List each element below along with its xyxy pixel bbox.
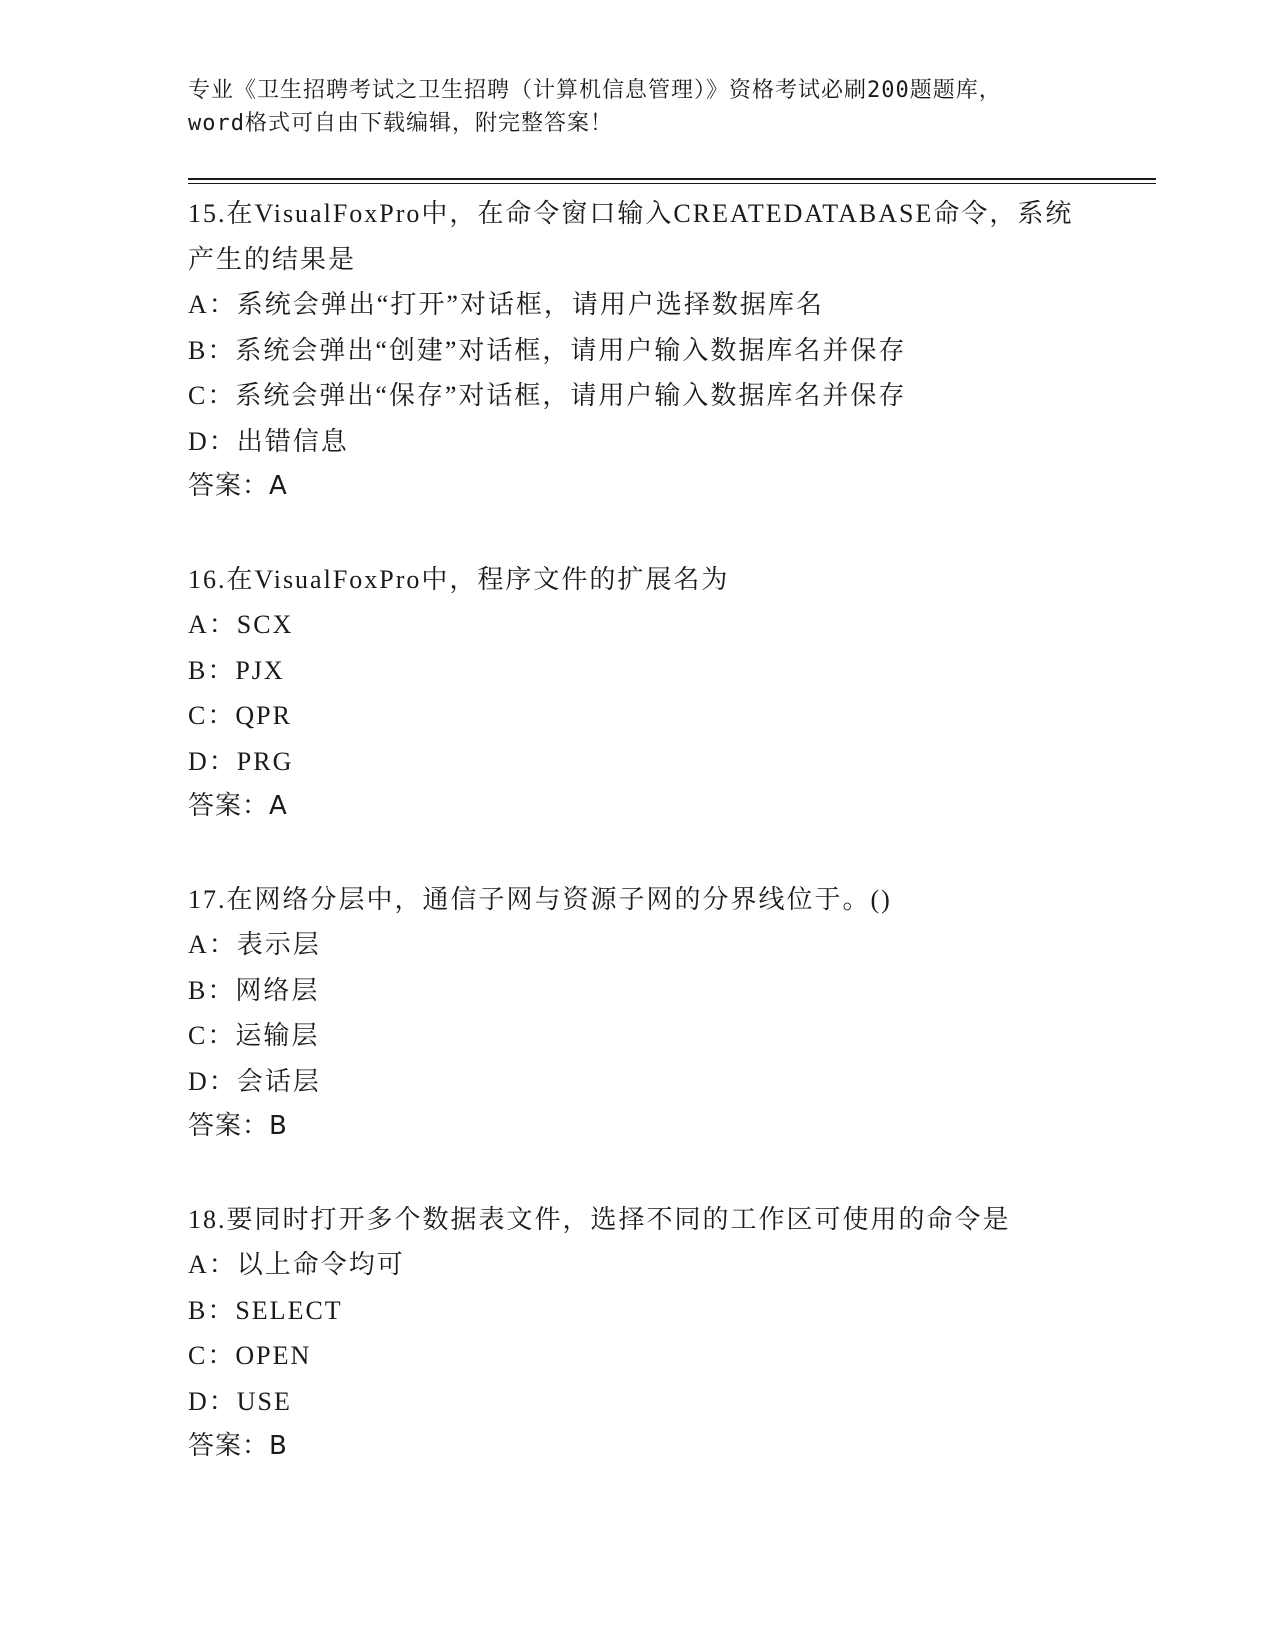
question-stem: 15.在VisualFoxPro中，在命令窗口输入CREATEDATABASE命令，系统: [188, 199, 1074, 228]
option-a: A：SCX: [188, 610, 294, 639]
question-stem: 产生的结果是: [188, 244, 357, 274]
option-d: D：PRG: [188, 746, 294, 776]
question-15: [188, 191, 1088, 510]
answer: 答案：A: [188, 471, 288, 501]
answer: 答案：A: [188, 791, 288, 821]
option-b: B：PJX: [188, 655, 285, 685]
document-header: [188, 74, 1088, 140]
question-stem: 17.在网络分层中，通信子网与资源子网的分界线位于。(): [188, 884, 892, 914]
option-b: B：系统会弹出“创建”对话框，请用户输入数据库名并保存: [188, 335, 907, 365]
question-18: [188, 1197, 1088, 1470]
option-c: C：运输层: [188, 1021, 320, 1050]
question-stem: 16.在VisualFoxPro中，程序文件的扩展名为: [188, 564, 730, 594]
option-a: A：以上命令均可: [188, 1250, 405, 1279]
header-divider-thick: [188, 178, 1156, 180]
option-a: A：表示层: [188, 930, 321, 959]
question-stem: 18.要同时打开多个数据表文件，选择不同的工作区可使用的命令是: [188, 1204, 1011, 1234]
option-d: D：USE: [188, 1386, 292, 1416]
question-17: [188, 877, 1088, 1150]
option-d: D：会话层: [188, 1066, 321, 1096]
header-line-1: 专业《卫生招聘考试之卫生招聘（计算机信息管理）》资格考试必刷200题题库，: [188, 78, 1002, 103]
option-a: A：系统会弹出“打开”对话框，请用户选择数据库名: [188, 290, 824, 319]
header-divider-thin: [188, 183, 1156, 184]
option-c: C：系统会弹出“保存”对话框，请用户输入数据库名并保存: [188, 381, 907, 410]
option-d: D：出错信息: [188, 426, 349, 456]
option-b: B：网络层: [188, 975, 320, 1005]
question-16: [188, 557, 1088, 830]
option-c: C：OPEN: [188, 1341, 312, 1370]
header-line-2: word格式可自由下载编辑，附完整答案！: [188, 111, 613, 136]
option-c: C：QPR: [188, 701, 292, 730]
answer: 答案：B: [188, 1111, 288, 1141]
question-list: [188, 191, 1088, 1517]
answer: 答案：B: [188, 1431, 288, 1461]
option-b: B：SELECT: [188, 1295, 343, 1325]
